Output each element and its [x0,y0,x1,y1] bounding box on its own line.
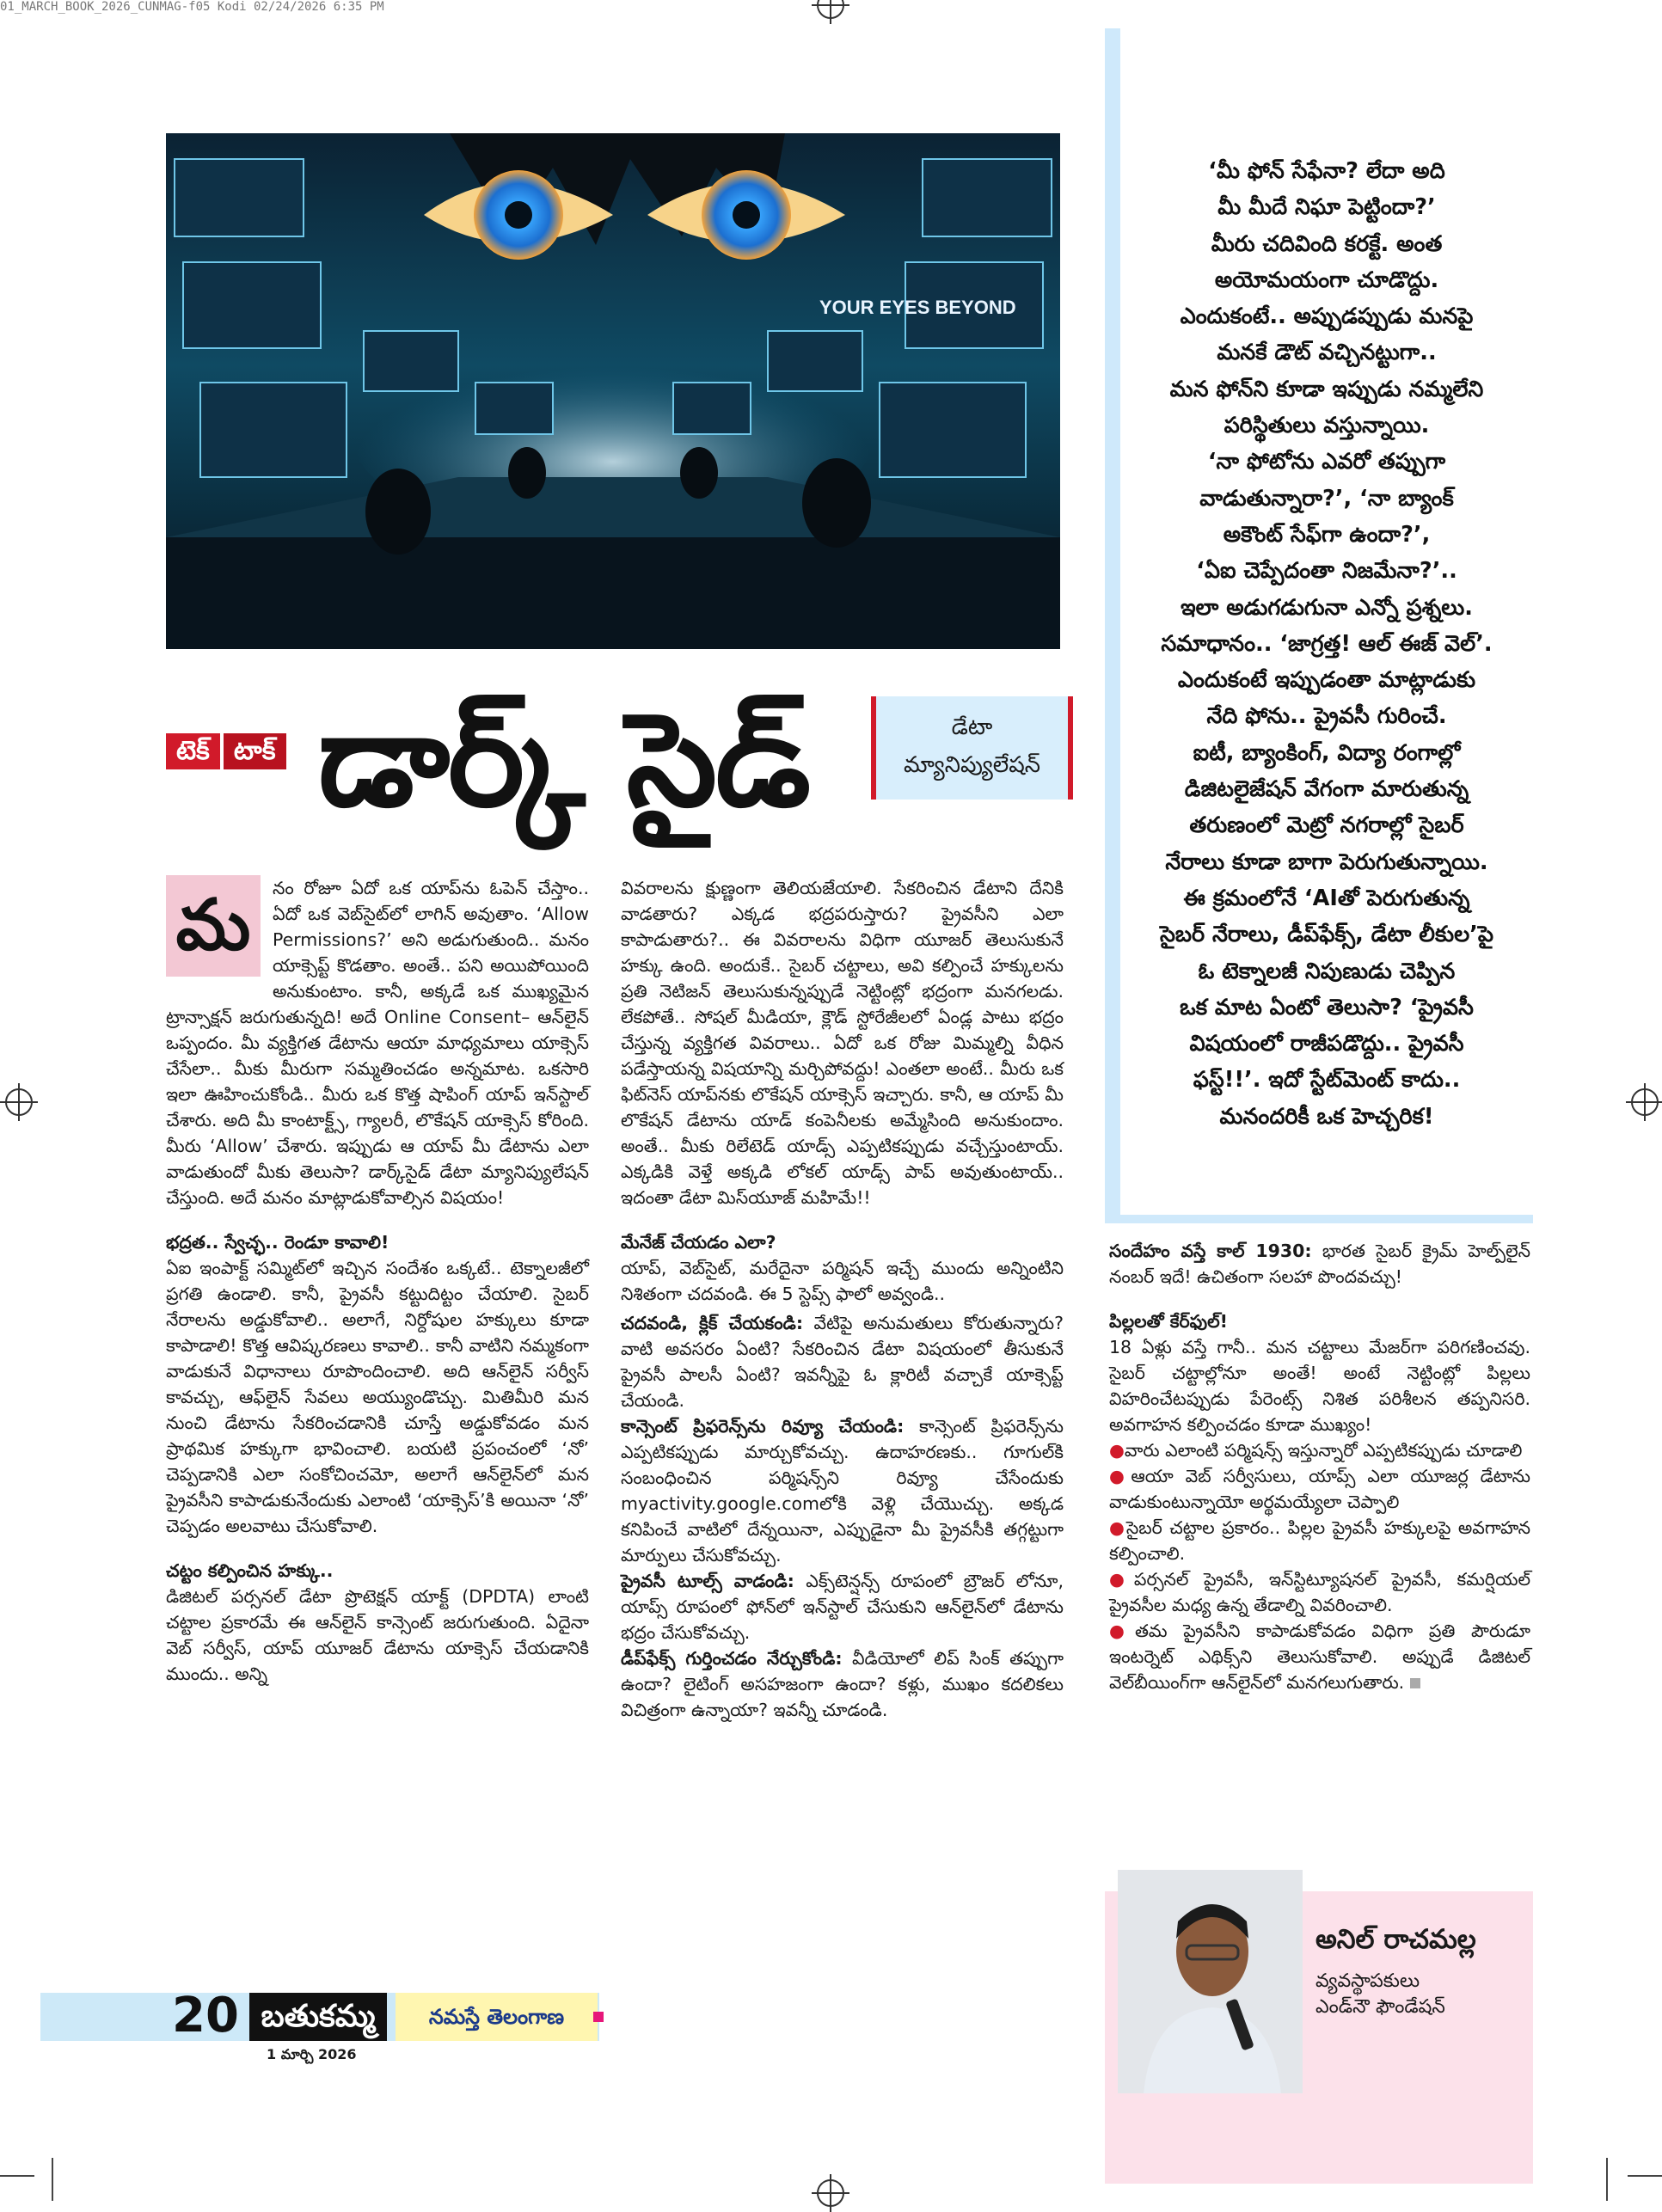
step-item [621,1310,1064,1413]
article-column-3 [1109,1238,1530,1695]
hero-illustration [166,133,1060,649]
subtitle-line2: మ్యానిప్యులేషన్ [903,752,1041,778]
bullet-item [1109,1566,1530,1618]
quote-line: అయోమయంగా చూడొద్దు. [1214,267,1439,293]
quote-line: ఈ క్రమంలోనే ‘AIతో పెరుగుతున్న [1183,885,1470,911]
step-title: ప్రైవసీ టూల్స్ వాడండి: [621,1571,794,1591]
quote-line: మన ఫోన్‌ని కూడా ఇప్పుడు నమ్మలేని [1169,376,1484,402]
quote-line: మనందరికీ ఒక హెచ్చరిక! [1219,1103,1434,1130]
bullet-text: తమ ప్రైవసీని కాపాడుకోవడం విధిగా ప్రతి పౌరుడూ ఇంటర్నెట్ ఎథిక్స్‌ని తెలుసుకోవాలి. అప్పుడే డిజిటల్ వెల్‌బీయింగ్‌గా ఆన్‌లైన్‌లో మనగలుగుతారు. [1109,1621,1531,1693]
step-title: చదవండి, క్లిక్ చేయకండి: [621,1313,804,1333]
footer-accent-mark [593,2012,604,2022]
intro-paragraph: నం రోజూ ఏదో ఒక యాప్‌ను ఓపెన్ చేస్తాం.. ఏదో ఒక వెబ్‌సైట్‌లో లాగిన్ అవుతాం. ‘Allow Permissions?’ అని అడుగుతుంది.. మనం యాక్సెప్ట్ కొడతాం. అంతే.. పని అయిపోయింది అనుకుంటాం. కానీ, అక్కడే ఒక ముఖ్యమైన ట్రాన్సాక్షన్ జరుగుతున్నది! అదే Online Consent– ఆన్‌లైన్ ఒప్పందం. మీ వ్యక్తిగత డేటాను ఆయా మాధ్యమాలు యాక్సెస్ చేసేలా.. మీకు మీరుగా సమ్మతించడం అన్నమాట. ఒకసారి ఇలా ఊహించుకోండి.. మీరు ఒక కొత్త షాపింగ్ యాప్ ఇన్‌స్టాల్ చేశారు. అది మీ కాంటాక్ట్స్, గ్యాలరీ, లొకేషన్ యాక్సెస్ కోరింది. మీరు ‘Allow’ చేశారు. ఇప్పుడు ఆ యాప్ మీ డేటాను ఎలా వాడుతుందో మీకు తెలుసా? డార్క్‌సైడ్ డేటా మ్యానిప్యులేషన్ చేస్తుంది. అదే మనం మాట్లాడుకోవాల్సిన విషయం! [166,878,589,1208]
hero-caption: YOUR EYES BEYOND [819,297,1016,318]
helpline-note [1109,1238,1530,1290]
quote-line: మీ మీదే నిఘా పెట్టిందా?’ [1217,194,1436,221]
quote-line: సమాధానం.. ‘జాగ్రత్త! ఆల్ ఈజ్ వెల్’. [1161,630,1493,657]
crop-mark [52,2158,53,2201]
paragraph: వివరాలను క్షుణ్ణంగా తెలియజేయాలి. సేకరించిన డేటాని దేనికి వాడతారు? ఎక్కడ భద్రపరుస్తారు? ప్రైవసీని ఎలా కాపాడుతారు?.. ఈ వివరాలను విధిగా యూజర్ తెలుసుకునే హక్కు ఉంది. అందుకే.. సైబర్ చట్టాలు, అవి కల్పించే హక్కులను ప్రతి నెటిజన్ తెలుసుకున్నప్పుడే నెట్టింట్లో భద్రంగా మనగలడు. లేకపోతే.. సోషల్ మీడియా, క్లౌడ్ స్టోరేజీలలో ఏండ్ల పాటు భద్రం చేస్తున్న వ్యక్తిగత వివరాలు.. ఏదో ఒక రోజు మిమ్మల్ని వీధిన పడేస్తాయన్న విషయాన్ని మర్చిపోవద్దు! ఎంతలా అంటే.. మీరు ఒక ఫిట్‌నెస్ యాప్‌నకు లొకేషన్ యాక్సెస్ ఇచ్చారు. కానీ, ఆ యాప్ మీ లొకేషన్ డేటాను యాడ్ కంపెనీలకు అమ్మేసింది అనుకుందాం. అంతే.. మీకు రిలేటెడ్ యాడ్స్ ఎప్పటికప్పుడు వచ్చేస్తుంటాయ్. ఎక్కడికి వెళ్తే అక్కడి లోకల్ యాడ్స్ పాప్ అవుతుంటాయ్.. ఇదంతా డేటా మిస్‌యూజ్ మహిమే!! [621,878,1064,1208]
author-role [1315,1969,1445,2020]
quote-line: ‘మీ ఫోన్ సేఫేనా? లేదా అది [1208,158,1445,184]
quote-line: ఓ టెక్నాలజీ నిపుణుడు చెప్పిన [1198,958,1456,984]
drop-cap: మ [166,875,261,977]
magazine-logo: బతుకమ్మ [249,1993,387,2041]
quote-line: పరిస్థితులు వస్తున్నాయి. [1224,413,1430,439]
bullet-icon: ● [1109,1621,1135,1641]
quote-line: ఒక మాట ఏంటో తెలుసా? ‘ప్రైవసీ [1180,994,1474,1020]
quote-line: సైబర్ నేరాలు, డీప్‌ఫేక్స్, డేటా లీకుల’పై [1160,922,1493,948]
bullet-text: వారు ఎలాంటి పర్మిషన్స్ ఇస్తున్నారో ఎప్పటికప్పుడు చూడాలి [1124,1440,1523,1461]
quote-line: ఐటీ, బ్యాంకింగ్, విద్యా రంగాల్లో [1193,739,1461,766]
step-title: డీప్‌ఫేక్స్ గుర్తించడం నేర్చుకోండి: [621,1648,843,1669]
print-slug: 01_MARCH_BOOK_2026_CUNMAG-f05 Kodi 02/24/2026 6:35 PM [0,0,384,14]
quote-line: ఇలా అడుగడుగునా ఎన్నో ప్రశ్నలు. [1181,594,1473,621]
registration-mark-icon [1631,1088,1659,1116]
subheading: భద్రత.. స్వేచ్ఛ.. రెండూ కావాలి! [166,1232,389,1253]
bullet-icon: ● [1109,1569,1134,1590]
author-photo [1118,1870,1303,2093]
step-item [621,1568,1064,1645]
subheading: పిల్లలతో కేర్‌ఫుల్! [1109,1311,1228,1332]
bullet-icon: ● [1109,1517,1126,1538]
section-tag [166,733,286,769]
bullet-item [1109,1437,1530,1463]
author-role-line: వ్యవస్థాపకులు [1315,1970,1420,1992]
bullet-text: సైబర్ చట్టాల ప్రకారం.. పిల్లల ప్రైవసీ హక్కులపై అవగాహన కల్పించాలి. [1109,1517,1531,1564]
crop-mark [1606,2158,1608,2201]
quote-line: ఫస్ట్!!’. ఇదో స్టేట్‌మెంట్ కాదు.. [1193,1067,1461,1094]
paragraph: యాప్, వెబ్‌సైట్, మరేదైనా పర్మిషన్ ఇచ్చే ముందు అన్నింటిని నిశితంగా చదవండి. ఈ 5 స్టెప్స్ ఫాలో అవ్వండి.. [621,1258,1064,1304]
quote-line: విషయంలో రాజీపడొద్దు.. ప్రైవసీ [1189,1031,1464,1057]
author-name: అనిల్ రాచమల్ల [1315,1924,1476,1955]
quote-line: ఎందుకంటే ఇప్పుడంతా మాట్లాడుకు [1177,667,1476,694]
registration-mark-icon [817,2179,844,2207]
section-tag-part2: టాక్ [224,733,286,769]
newspaper-logo: నమస్తే తెలంగాణ [396,1993,598,2041]
quote-line: నేరాలు కూడా బాగా పెరుగుతున్నాయి. [1165,849,1488,875]
quote-line: అకౌంట్ సేఫ్‌గా ఉందా?’, [1223,521,1431,548]
bullet-item [1109,1515,1530,1566]
subheading: మేనేజ్ చేయడం ఎలా? [621,1232,776,1253]
bullet-text: పర్సనల్ ప్రైవసీ, ఇన్‌స్టిట్యూషనల్ ప్రైవసీ, కమర్షియల్ ప్రైవసీల మధ్య ఉన్న తేడాల్ని వివరించాలి. [1109,1569,1530,1615]
issue-date: 1 మార్చి 2026 [267,2046,357,2062]
bullet-icon: ● [1109,1440,1125,1461]
quote-line: మీరు చదివింది కరక్టే. అంత [1211,230,1443,257]
subheading: చట్టం కల్పించిన హక్కు.. [166,1560,334,1581]
helpline-title: సందేహం వస్తే కాల్ 1930: [1109,1241,1312,1261]
paragraph: డిజిటల్ పర్సనల్ డేటా ప్రొటెక్షన్ యాక్ట్ (DPDTA) లాంటి చట్టాల ప్రకారమే ఈ ఆన్‌లైన్ కాన్సెంట్ జరుగుతుంది. ఏదైనా వెబ్ సర్వీస్, యాప్ యూజర్ డేటాను యాక్సెస్ చేయడానికి ముందు.. అన్ని [166,1586,589,1684]
step-text: కాన్సెంట్ ప్రిఫరెన్స్‌ను ఎప్పటికప్పుడు మార్చుకోవచ్చు. ఉదాహరణకు.. గూగుల్‌కి సంబంధించిన పర్మిషన్స్‌ని రివ్యూ చేసేందుకు myactivity.google.comలోకి వెళ్లి చేయొచ్చు. అక్కడ కనిపించే వాటిలో దేన్నయినా, ఎప్పుడైనా మీ ప్రైవసీకి తగ్గట్టుగా మార్పులు చేసుకోవచ్చు. [621,1416,1064,1566]
registration-mark-icon [817,0,844,19]
page-number: 20 [172,1988,239,2043]
pull-quote-text [1138,153,1516,1135]
paragraph: ఏఐ ఇంపాక్ట్ సమ్మిట్‌లో ఇచ్చిన సందేశం ఒక్కటే.. టెక్నాలజీలో ప్రగతి ఉండాలి. కానీ, ప్రైవసీ కట్టుదిట్టం చేయాలి. సైబర్ నేరాలను అడ్డుకోవాలి.. అలాగే, నిర్దోషుల హక్కులు కూడా కాపాడాలి! కొత్త ఆవిష్కరణలు కావాలి.. కానీ వాటిని నమ్మకంగా వాడుకునే విధానాలు రూపొందించాలి. అది ఆన్‌లైన్ సర్వీస్ కావచ్చు, ఆఫ్‌లైన్ సేవలు అయ్యుండొచ్చు. మితిమీరి మన నుంచి డేటాను సేకరించడానికి చూస్తే అడ్డుకోవడం మన ప్రాథమిక హక్కుగా భావించాలి. బయటి ప్రపంచంలో ‘నో’ చెప్పడానికి ఎలా సంకోచించమో, అలాగే ఆన్‌లైన్‌లో మన ప్రైవసీని కాపాడుకునేందుకు ఎలాంటి ‘యాక్సెస్’కి అయినా ‘నో’ చెప్పడం అలవాటు చేసుకోవాలి. [166,1258,589,1536]
headline-title: డార్క్ సైడ్ [318,686,809,836]
step-text: ఎక్స్‌టెన్షన్స్ రూపంలో బ్రౌజర్ లోనూ, యాప్స్ రూపంలో ఫోన్‌లో ఇన్‌స్టాల్ చేసుకుని ఆన్‌లైన్‌లో డేటాను భద్రం చేసుకోవచ్చు. [621,1571,1064,1643]
article-column-1 [166,875,589,1687]
quote-line: ‘ఏఐ చెప్పేదంతా నిజమేనా?’.. [1196,558,1457,585]
author-role-line: ఎండ్‌నౌ ఫౌండేషన్ [1315,1996,1445,2018]
article-column-2 [621,875,1064,1723]
step-item [621,1413,1064,1568]
section-tag-part1: టెక్ [166,733,220,769]
bullet-icon: ● [1109,1466,1132,1486]
quote-line: మనకే డౌట్ వచ్చినట్టుగా.. [1217,340,1437,366]
helpline-text: భారత సైబర్ క్రైమ్ హెల్ప్‌లైన్ నంబర్ ఇదే! ఉచితంగా సలహా పొందవచ్చు! [1109,1241,1530,1287]
quote-line: నేది ఫోను.. ప్రైవసీ గురించే. [1206,703,1447,730]
quote-line: తరుణంలో మెట్రో నగరాల్లో సైబర్ [1189,812,1464,839]
quote-line: ఎందుకంటే.. అప్పుడప్పుడు మనపై [1180,303,1474,330]
subtitle-line1: డేటా [951,714,993,740]
step-title: కాన్సెంట్ ప్రిఫరెన్స్‌ను రివ్యూ చేయండి: [621,1416,905,1437]
quote-line: ‘నా ఫోటోను ఎవరో తప్పుగా [1207,449,1446,475]
step-text: వేటిపై అనుమతులు కోరుతున్నారు? వాటి అవసరం ఏంటి? సేకరించిన డేటా విషయంలో తీసుకునే ప్రైవసీ పాలసీ ఏంటి? ఇవన్నీపై ఓ క్లారిటీ వచ్చాకే యాక్సెప్ట్ చేయండి. [621,1313,1064,1411]
hero-image [166,133,1060,649]
author-portrait-icon [1118,1870,1303,2093]
crop-mark [1628,2175,1662,2177]
end-mark-icon [1410,1678,1420,1688]
registration-mark-icon [5,1088,33,1116]
step-text: వీడియోలో లిప్ సింక్ తప్పుగా ఉందా? లైటింగ్ అసహజంగా ఉందా? కళ్లు, ముఖం కదలికలు విచిత్రంగా ఉన్నాయా? ఇవన్నీ చూడండి. [621,1648,1064,1720]
quote-line: వాడుతున్నారా?’, ‘నా బ్యాంక్ [1199,485,1454,512]
bullet-item [1109,1463,1530,1515]
crop-mark [0,2175,34,2177]
paragraph: 18 ఏళ్లు వస్తే గానీ.. మన చట్టాలు మేజర్‌గా పరిగణించవు. సైబర్ చట్టాల్లోనూ అంతే! అంటే నెట్టింట్లో పిల్లలు విహరించేటప్పుడు పేరెంట్స్ నిశిత పరిశీలన తప్పనిసరి. అవగాహన కల్పించడం కూడా ముఖ్యం! [1109,1337,1530,1435]
quote-line: డిజిటలైజేషన్ వేగంగా మారుతున్న [1184,776,1469,803]
bullet-text: ఆయా వెబ్ సర్వీసులు, యాప్స్ ఎలా యూజర్ల డేటాను వాడుకుంటున్నాయో అర్థమయ్యేలా చెప్పాలి [1109,1466,1531,1512]
step-item [621,1645,1064,1723]
pull-quote-box [1105,28,1533,1223]
headline-subtitle [871,696,1073,800]
bullet-item [1109,1618,1530,1695]
